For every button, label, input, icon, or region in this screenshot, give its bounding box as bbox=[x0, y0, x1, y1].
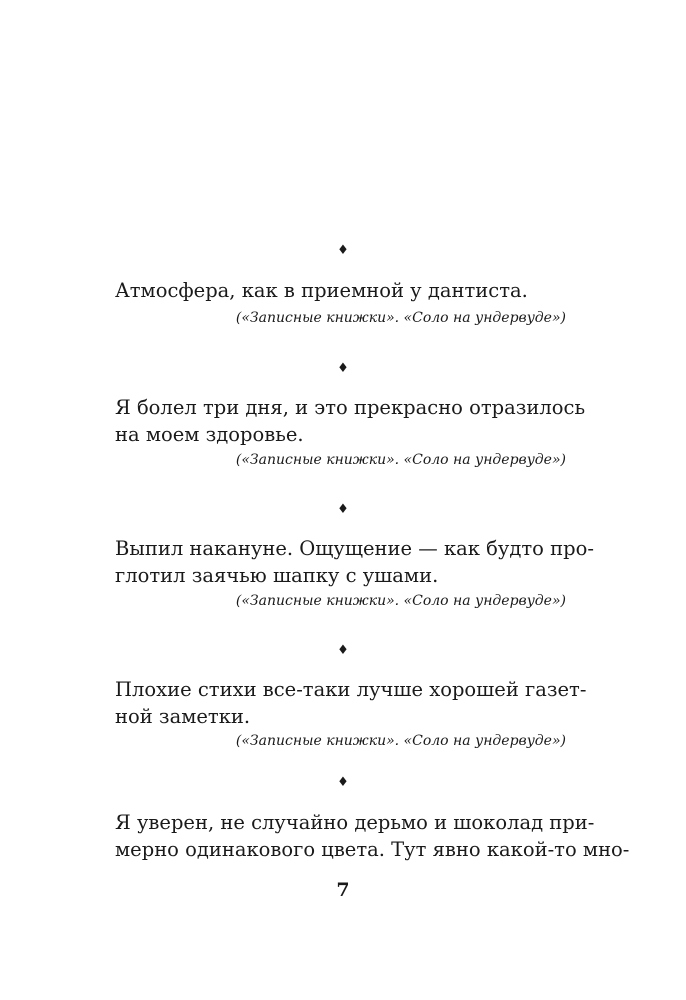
source-citation: («Записные книжки». «Соло на ундервуде») bbox=[235, 733, 566, 749]
aphorism-2 bbox=[115, 394, 586, 448]
source-citation: («Записные книжки». «Соло на ундервуде») bbox=[235, 310, 566, 326]
separator-diamond: ♦ bbox=[337, 502, 349, 517]
aphorism-line: глотил заячью шапку с ушами. bbox=[115, 564, 439, 587]
source-citation: («Записные книжки». «Соло на ундервуде») bbox=[235, 452, 566, 468]
aphorism-5 bbox=[115, 809, 630, 863]
aphorism-4 bbox=[115, 676, 587, 730]
aphorism-line: мерно одинакового цвета. Тут явно какой-то мно- bbox=[115, 838, 630, 861]
separator-diamond: ♦ bbox=[337, 243, 349, 258]
aphorism-1 bbox=[115, 277, 566, 304]
aphorism-line: на моем здоровье. bbox=[115, 423, 304, 446]
aphorism-line: Выпил накануне. Ощущение — как будто про- bbox=[115, 537, 594, 560]
aphorism-line: Я уверен, не случайно дерьмо и шоколад при- bbox=[115, 811, 595, 834]
source-citation: («Записные книжки». «Соло на ундервуде») bbox=[235, 593, 566, 609]
aphorism-line: Атмосфера, как в приемной у дантиста. bbox=[115, 279, 528, 302]
separator-diamond: ♦ bbox=[337, 643, 349, 658]
separator-diamond: ♦ bbox=[337, 361, 349, 376]
aphorism-3 bbox=[115, 535, 594, 589]
aphorism-line: Я болел три дня, и это прекрасно отразилось bbox=[115, 396, 586, 419]
separator-diamond: ♦ bbox=[337, 775, 349, 790]
aphorism-line: ной заметки. bbox=[115, 705, 251, 728]
aphorism-line: Плохие стихи все-таки лучше хорошей газет- bbox=[115, 678, 587, 701]
page-number: 7 bbox=[336, 879, 350, 901]
